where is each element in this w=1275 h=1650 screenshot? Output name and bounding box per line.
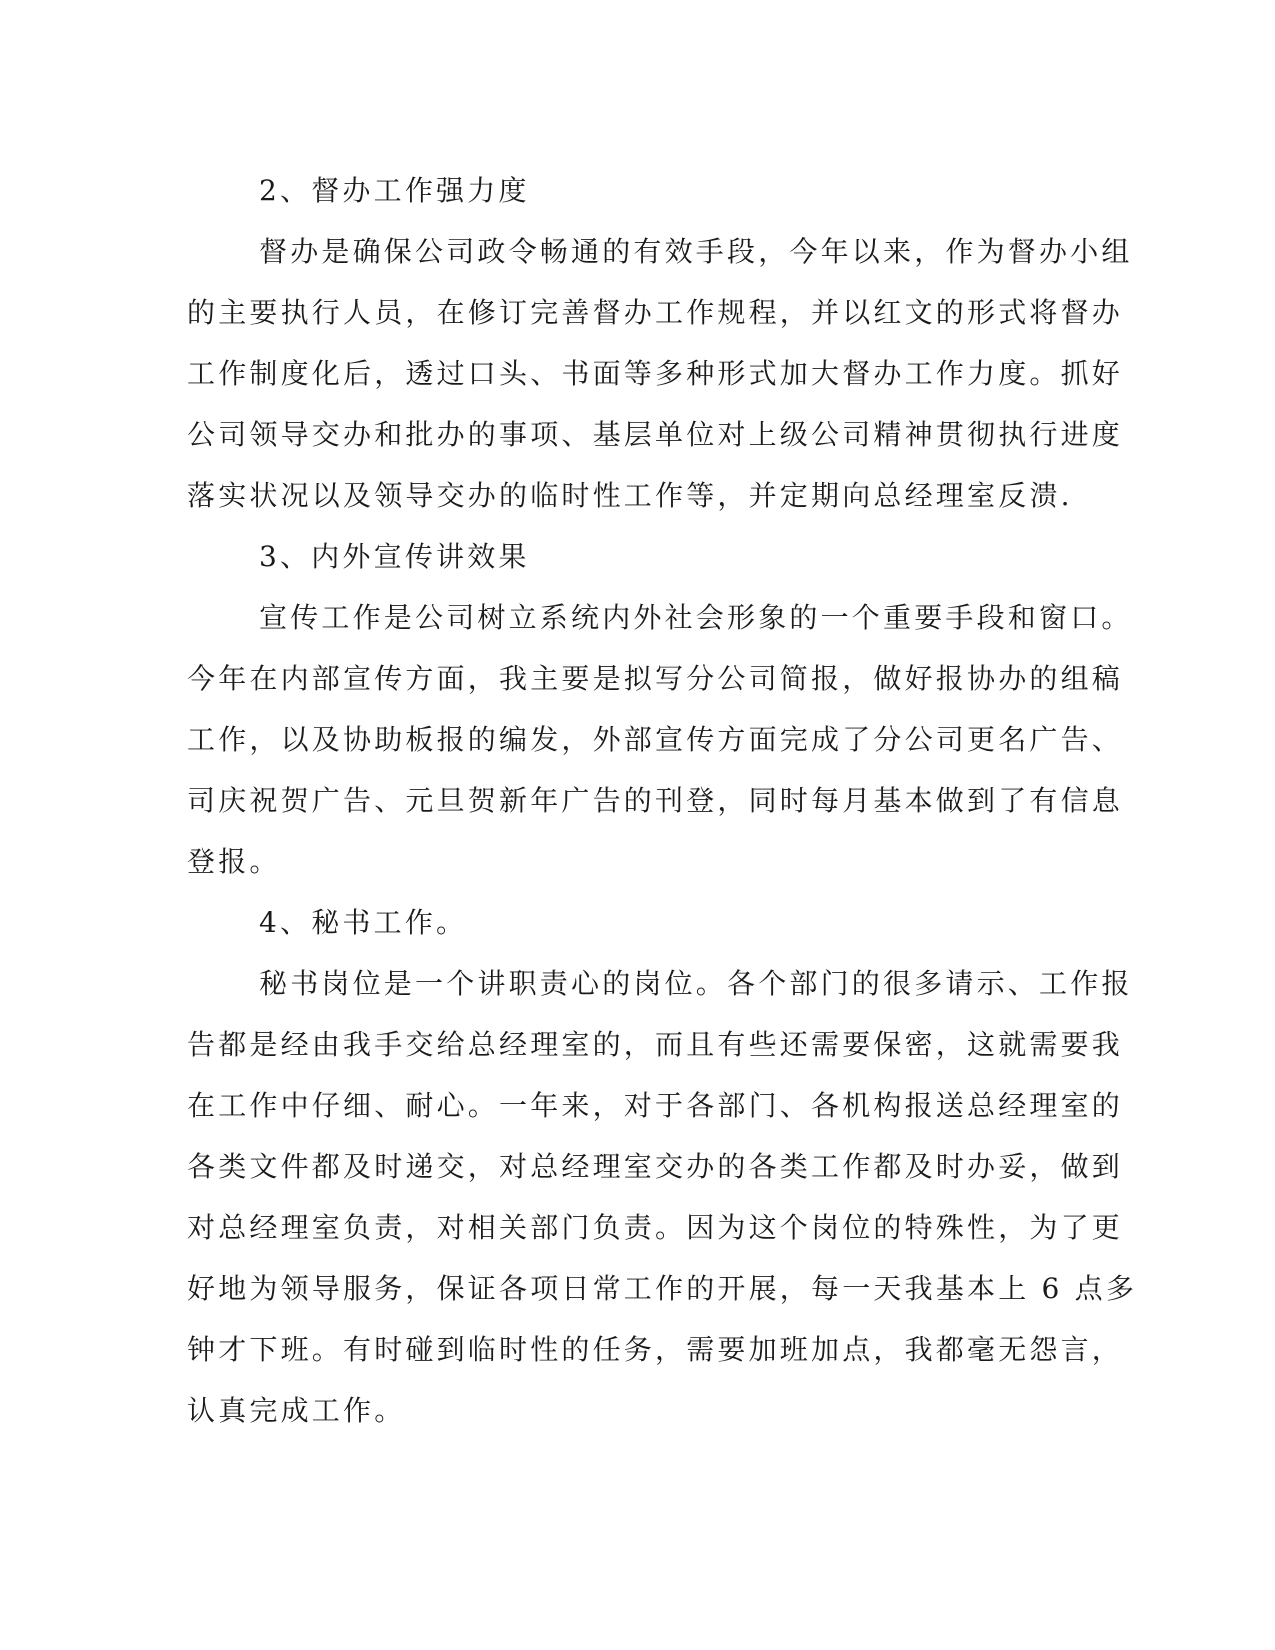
paragraph-line: 认真完成工作。 [187, 1394, 406, 1427]
document-body [187, 160, 1138, 1441]
section-heading-supervision: 2、督办工作强力度 [259, 174, 530, 207]
paragraph-line: 登报。 [187, 845, 281, 878]
paragraph-line: 在工作中仔细、耐心。一年来，对于各部门、各机构报送总经理室的 [187, 1089, 1124, 1122]
paragraph-line: 钟才下班。有时碰到临时性的任务，需要加班加点，我都毫无怨言， [187, 1333, 1124, 1366]
paragraph-line: 各类文件都及时递交，对总经理室交办的各类工作都及时办妥，做到 [187, 1150, 1124, 1183]
paragraph-line: 工作制度化后，透过口头、书面等多种形式加大督办工作力度。抓好 [187, 357, 1124, 390]
paragraph-line: 秘书岗位是一个讲职责心的岗位。各个部门的很多请示、工作报 [259, 967, 1133, 1000]
section-heading-secretary: 4、秘书工作。 [259, 906, 468, 939]
paragraph-line: 告都是经由我手交给总经理室的，而且有些还需要保密，这就需要我 [187, 1028, 1124, 1061]
section-heading-publicity: 3、内外宣传讲效果 [259, 540, 530, 573]
paragraph-line: 好地为领导服务，保证各项日常工作的开展，每一天我基本上 6 点多 [187, 1272, 1138, 1305]
paragraph-line: 司庆祝贺广告、元旦贺新年广告的刊登，同时每月基本做到了有信息 [187, 784, 1124, 817]
paragraph-line: 督办是确保公司政令畅通的有效手段，今年以来，作为督办小组 [259, 235, 1133, 268]
paragraph-line: 的主要执行人员，在修订完善督办工作规程，并以红文的形式将督办 [187, 296, 1124, 329]
paragraph-line: 公司领导交办和批办的事项、基层单位对上级公司精神贯彻执行进度 [187, 418, 1124, 451]
paragraph-line: 今年在内部宣传方面，我主要是拟写分公司简报，做好报协办的组稿 [187, 662, 1124, 695]
paragraph-line: 落实状况以及领导交办的临时性工作等，并定期向总经理室反溃. [187, 479, 1073, 512]
paragraph-line: 工作，以及协助板报的编发，外部宣传方面完成了分公司更名广告、 [187, 723, 1124, 756]
paragraph-line: 宣传工作是公司树立系统内外社会形象的一个重要手段和窗口。 [259, 601, 1133, 634]
paragraph-line: 对总经理室负责，对相关部门负责。因为这个岗位的特殊性，为了更 [187, 1211, 1124, 1244]
